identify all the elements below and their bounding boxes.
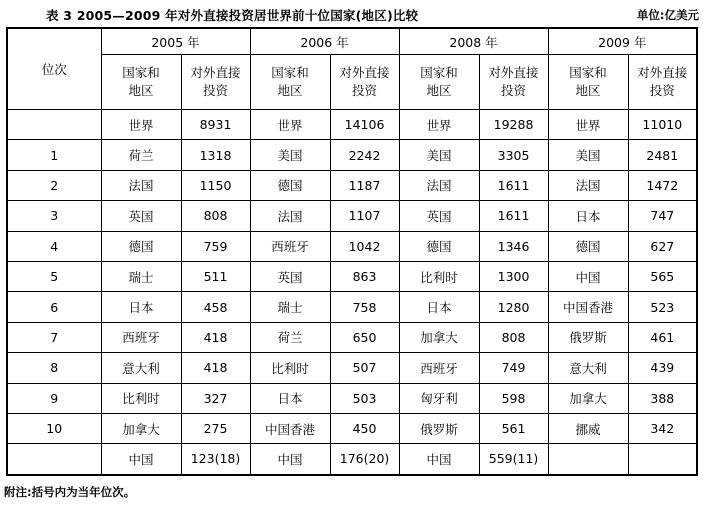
row-rank: 4 xyxy=(7,231,101,261)
table-row xyxy=(7,170,697,200)
row-value: 439 xyxy=(628,353,697,383)
header-country-line2: 地区 xyxy=(277,83,303,98)
row-value: 1187 xyxy=(330,170,399,200)
row-value: 759 xyxy=(181,231,250,261)
row-value: 458 xyxy=(181,292,250,322)
row-country: 世界 xyxy=(250,110,330,140)
row-value: 450 xyxy=(330,413,399,443)
row-value: 1150 xyxy=(181,170,250,200)
table-row xyxy=(7,140,697,170)
row-value: 11010 xyxy=(628,110,697,140)
row-country: 西班牙 xyxy=(399,353,479,383)
row-country: 中国 xyxy=(548,261,628,291)
row-country: 加拿大 xyxy=(548,383,628,413)
row-value: 461 xyxy=(628,322,697,352)
row-country: 德国 xyxy=(101,231,181,261)
row-value: 808 xyxy=(181,201,250,231)
row-country xyxy=(548,444,628,475)
row-country: 西班牙 xyxy=(101,322,181,352)
row-value: 863 xyxy=(330,261,399,291)
row-value xyxy=(628,444,697,475)
row-rank: 7 xyxy=(7,322,101,352)
table-row xyxy=(7,413,697,443)
row-value: 565 xyxy=(628,261,697,291)
row-rank: 8 xyxy=(7,353,101,383)
row-country: 比利时 xyxy=(250,353,330,383)
table-row xyxy=(7,292,697,322)
header-year-2008: 2008 年 xyxy=(399,28,548,55)
row-country: 日本 xyxy=(101,292,181,322)
row-country: 英国 xyxy=(399,201,479,231)
row-value: 503 xyxy=(330,383,399,413)
row-value: 627 xyxy=(628,231,697,261)
table-row xyxy=(7,110,697,140)
header-value-2006 xyxy=(330,55,399,110)
header-value-2008 xyxy=(479,55,548,110)
row-country: 中国 xyxy=(399,444,479,475)
header-value-2009 xyxy=(628,55,697,110)
row-country: 世界 xyxy=(548,110,628,140)
table-title-row xyxy=(0,6,703,26)
table-row xyxy=(7,444,697,475)
header-country-2008 xyxy=(399,55,479,110)
header-year-2009: 2009 年 xyxy=(548,28,697,55)
table-row xyxy=(7,353,697,383)
row-value: 418 xyxy=(181,322,250,352)
row-country: 法国 xyxy=(250,201,330,231)
row-country: 法国 xyxy=(548,170,628,200)
row-value: 123(18) xyxy=(181,444,250,475)
table-row xyxy=(7,322,697,352)
row-country: 德国 xyxy=(548,231,628,261)
row-value: 1472 xyxy=(628,170,697,200)
row-rank: 6 xyxy=(7,292,101,322)
row-value: 2481 xyxy=(628,140,697,170)
table-row xyxy=(7,201,697,231)
header-country-2005 xyxy=(101,55,181,110)
row-value: 327 xyxy=(181,383,250,413)
row-value: 559(11) xyxy=(479,444,548,475)
row-country: 世界 xyxy=(399,110,479,140)
row-value: 388 xyxy=(628,383,697,413)
header-value-line1: 对外直接 xyxy=(190,64,241,80)
row-value: 19288 xyxy=(479,110,548,140)
row-country: 法国 xyxy=(399,170,479,200)
row-value: 808 xyxy=(479,322,548,352)
row-value: 749 xyxy=(479,353,548,383)
row-country: 美国 xyxy=(548,140,628,170)
row-country: 法国 xyxy=(101,170,181,200)
row-country: 中国 xyxy=(101,444,181,475)
row-rank: 9 xyxy=(7,383,101,413)
header-value-line2: 投资 xyxy=(501,83,527,98)
header-value-line1: 对外直接 xyxy=(339,64,390,80)
row-value: 418 xyxy=(181,353,250,383)
row-rank xyxy=(7,110,101,140)
header-row-subheaders xyxy=(7,55,697,110)
row-country: 中国香港 xyxy=(250,413,330,443)
row-value: 511 xyxy=(181,261,250,291)
table-row xyxy=(7,231,697,261)
row-country: 加拿大 xyxy=(101,413,181,443)
header-value-line2: 投资 xyxy=(352,83,378,98)
row-country: 西班牙 xyxy=(250,231,330,261)
row-rank: 5 xyxy=(7,261,101,291)
table-unit-label: 单位:亿美元 xyxy=(636,8,699,22)
comparison-table xyxy=(6,27,698,476)
table-title: 表 3 2005—2009 年对外直接投资居世界前十位国家(地区)比较 xyxy=(46,8,419,23)
row-country: 中国 xyxy=(250,444,330,475)
row-value: 8931 xyxy=(181,110,250,140)
row-value: 650 xyxy=(330,322,399,352)
row-country: 比利时 xyxy=(399,261,479,291)
row-country: 荷兰 xyxy=(250,322,330,352)
row-country: 美国 xyxy=(399,140,479,170)
table-head xyxy=(7,28,697,110)
header-country-2009 xyxy=(548,55,628,110)
row-country: 德国 xyxy=(399,231,479,261)
row-country: 中国香港 xyxy=(548,292,628,322)
row-country: 英国 xyxy=(101,201,181,231)
row-value: 1300 xyxy=(479,261,548,291)
header-country-2006 xyxy=(250,55,330,110)
row-country: 英国 xyxy=(250,261,330,291)
row-country: 日本 xyxy=(548,201,628,231)
table-row xyxy=(7,383,697,413)
header-value-line2: 投资 xyxy=(649,83,675,98)
row-value: 1318 xyxy=(181,140,250,170)
row-value: 1346 xyxy=(479,231,548,261)
header-country-line2: 地区 xyxy=(575,83,601,98)
row-country: 荷兰 xyxy=(101,140,181,170)
header-country-line1: 国家和 xyxy=(569,64,607,80)
row-value: 598 xyxy=(479,383,548,413)
header-row-years xyxy=(7,28,697,55)
row-country: 俄罗斯 xyxy=(399,413,479,443)
row-country: 挪威 xyxy=(548,413,628,443)
row-country: 瑞士 xyxy=(101,261,181,291)
header-value-line1: 对外直接 xyxy=(637,64,688,80)
row-country: 俄罗斯 xyxy=(548,322,628,352)
header-value-line1: 对外直接 xyxy=(488,64,539,80)
row-country: 德国 xyxy=(250,170,330,200)
row-value: 758 xyxy=(330,292,399,322)
header-country-line2: 地区 xyxy=(128,83,154,98)
row-rank: 2 xyxy=(7,170,101,200)
row-rank: 1 xyxy=(7,140,101,170)
row-value: 507 xyxy=(330,353,399,383)
row-rank: 3 xyxy=(7,201,101,231)
header-country-line2: 地区 xyxy=(426,83,452,98)
row-value: 275 xyxy=(181,413,250,443)
row-value: 1611 xyxy=(479,201,548,231)
header-rank: 位次 xyxy=(7,28,101,110)
row-country: 日本 xyxy=(399,292,479,322)
header-value-line2: 投资 xyxy=(203,83,229,98)
row-country: 意大利 xyxy=(548,353,628,383)
header-country-line1: 国家和 xyxy=(271,64,309,80)
row-value: 342 xyxy=(628,413,697,443)
header-value-2005 xyxy=(181,55,250,110)
row-country: 世界 xyxy=(101,110,181,140)
header-country-line1: 国家和 xyxy=(122,64,160,80)
row-value: 561 xyxy=(479,413,548,443)
row-value: 2242 xyxy=(330,140,399,170)
row-value: 3305 xyxy=(479,140,548,170)
row-value: 1280 xyxy=(479,292,548,322)
row-value: 747 xyxy=(628,201,697,231)
row-value: 523 xyxy=(628,292,697,322)
row-country: 美国 xyxy=(250,140,330,170)
row-value: 1611 xyxy=(479,170,548,200)
row-country: 比利时 xyxy=(101,383,181,413)
table-row xyxy=(7,261,697,291)
row-value: 176(20) xyxy=(330,444,399,475)
table-body xyxy=(7,110,697,475)
header-country-line1: 国家和 xyxy=(420,64,458,80)
header-year-2006: 2006 年 xyxy=(250,28,399,55)
row-rank: 10 xyxy=(7,413,101,443)
row-country: 匈牙利 xyxy=(399,383,479,413)
row-value: 1042 xyxy=(330,231,399,261)
row-value: 14106 xyxy=(330,110,399,140)
row-country: 意大利 xyxy=(101,353,181,383)
row-country: 加拿大 xyxy=(399,322,479,352)
header-year-2005: 2005 年 xyxy=(101,28,250,55)
row-rank xyxy=(7,444,101,475)
row-value: 1107 xyxy=(330,201,399,231)
row-country: 瑞士 xyxy=(250,292,330,322)
row-country: 日本 xyxy=(250,383,330,413)
table-footnote: 附注:括号内为当年位次。 xyxy=(4,485,136,499)
